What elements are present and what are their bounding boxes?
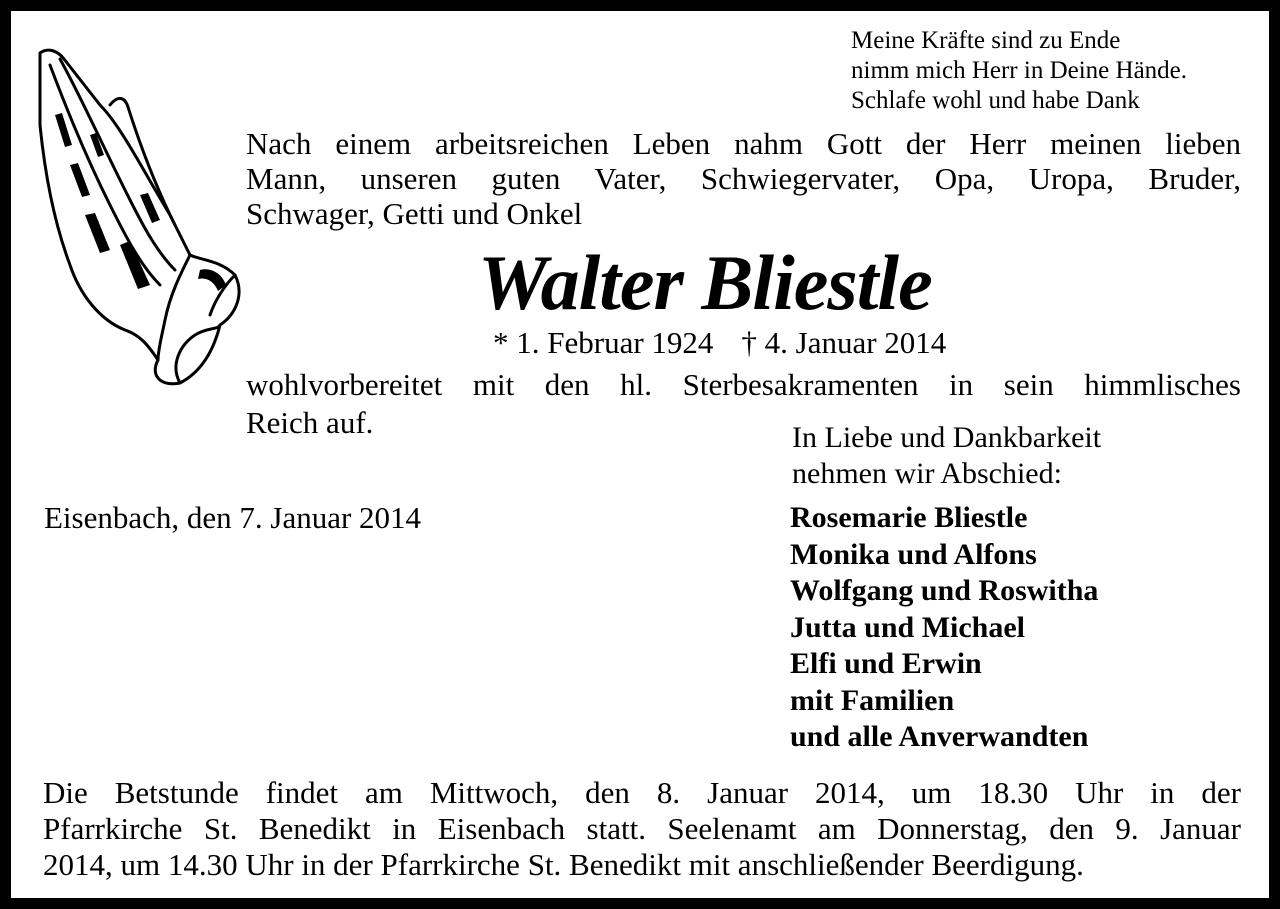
family-member: und alle Anverwandten	[790, 720, 1089, 753]
family-member: mit Familien	[790, 683, 955, 717]
farewell-line: nehmen wir Abschied:	[792, 457, 1062, 490]
intro-line: Nach einem arbeitsreichen Leben nahm Gott der Herr meinen lieben	[246, 126, 1241, 161]
family-member: Monika und Alfons	[790, 537, 1037, 571]
poem-line: Schlafe wohl und habe Dank	[851, 87, 1140, 114]
death-date: † 4. Januar 2014	[741, 325, 947, 360]
poem-line: Meine Kräfte sind zu Ende	[851, 27, 1121, 54]
farewell-line: In Liebe und Dankbarkeit	[792, 421, 1102, 454]
poem	[851, 26, 1187, 116]
family-member: Elfi und Erwin	[790, 647, 982, 680]
service-info	[43, 775, 1241, 883]
poem-line: nimm mich Herr in Deine Hände.	[851, 57, 1188, 84]
intro-text	[246, 126, 1241, 231]
praying-hands-icon	[30, 45, 245, 390]
outro-line: wohlvorbereitet mit den hl. Sterbesakramenten in sein himmlisches	[246, 367, 1241, 402]
intro-line: Mann, unseren guten Vater, Schwiegervater, Opa, Uropa, Bruder,	[246, 161, 1241, 196]
farewell-text	[792, 420, 1101, 492]
service-line: Die Betstunde findet am Mittwoch, den 8. Januar 2014, um 18.30 Uhr in der	[43, 775, 1241, 810]
place-date: Eisenbach, den 7. Januar 2014	[44, 500, 422, 535]
family-member: Rosemarie Bliestle	[790, 501, 1028, 534]
life-dates	[493, 325, 946, 361]
intro-line: Schwager, Getti und Onkel	[246, 196, 583, 231]
family-member: Jutta und Michael	[790, 610, 1026, 644]
service-line: 2014, um 14.30 Uhr in der Pfarrkirche St. Benedikt mit anschließender Beerdigung.	[43, 847, 1084, 882]
birth-date: * 1. Februar 1924	[493, 325, 714, 360]
family-member: Wolfgang und Roswitha	[790, 574, 1099, 607]
service-line: Pfarrkirche St. Benedikt in Eisenbach statt. Seelenamt am Donnerstag, den 9. Januar	[43, 811, 1241, 846]
deceased-name: Walter Bliestle	[478, 239, 932, 326]
outro-line: Reich auf.	[246, 405, 374, 440]
family-list	[790, 500, 1098, 756]
